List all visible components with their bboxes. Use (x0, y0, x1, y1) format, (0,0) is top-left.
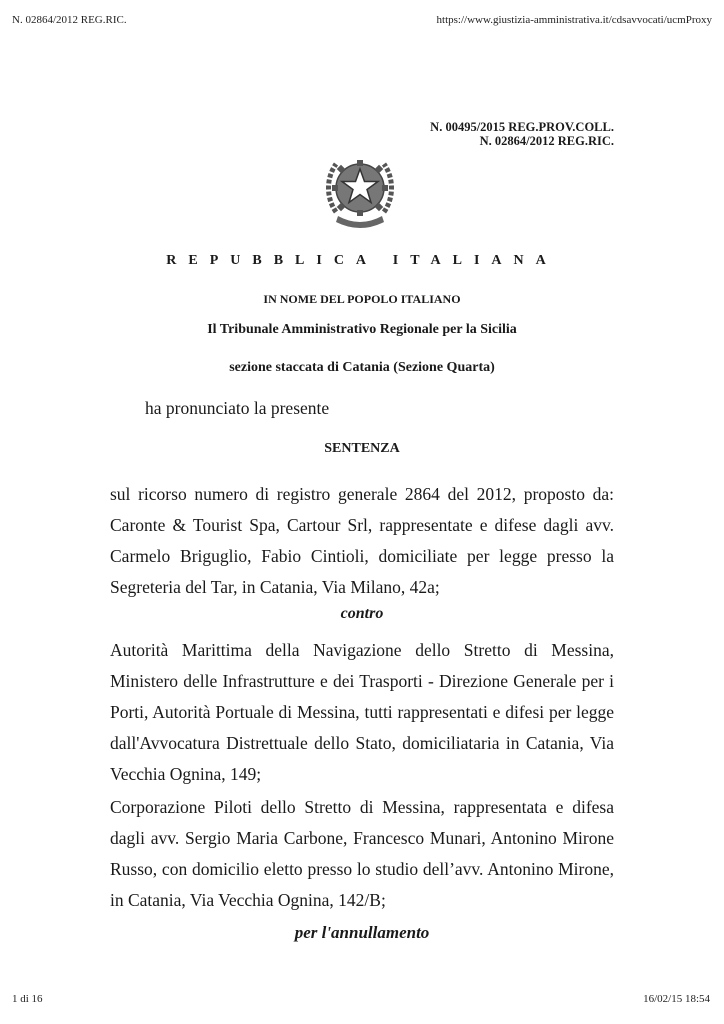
heading-tribunale: Il Tribunale Amministrativo Regionale per la Sicilia (207, 322, 517, 337)
paragraph-ricorso-text: sul ricorso numero di registro generale 2864 del 2012, proposto da: Caronte & Tourist Spa, Cartour Srl, rappresentate e difese dagli avv. Carmelo Briguglio, Fabio Cintioli, domiciliate per legge presso la Segreteria del Tar, in Catania, Via Milano, 42a; (110, 484, 614, 597)
heading-contro: contro (340, 605, 384, 622)
print-datetime: 16/02/15 18:54 (643, 993, 710, 1005)
ref-reg-ric: N. 02864/2012 REG.RIC. (479, 134, 614, 148)
paragraph-autorita (110, 635, 614, 790)
heading-sentenza: SENTENZA (324, 441, 400, 456)
ref-prov-coll: N. 00495/2015 REG.PROV.COLL. (430, 120, 614, 134)
paragraph-autorita-text: Autorità Marittima della Navigazione dello Stretto di Messina, Ministero delle Infrastrutture e dei Trasporti - Direzione Generale per i Porti, Autorità Portuale di Messina, tutti rappresentati e difesi per legge dall'Avvocatura Distrettuale dello Stato, domiciliataria in Catania, Via Vecchia Ognina, 149; (110, 640, 614, 784)
browser-header-title: N. 02864/2012 REG.RIC. (12, 14, 127, 26)
paragraph-ricorso (110, 479, 614, 603)
heading-in-nome: IN NOME DEL POPOLO ITALIANO (263, 292, 461, 306)
page-counter: 1 di 16 (12, 993, 43, 1005)
paragraph-corporazione-text: Corporazione Piloti dello Stretto di Messina, rappresentata e difesa dagli avv. Sergio Maria Carbone, Francesco Munari, Antonino Mirone Russo, con domicilio eletto presso lo studio dell’avv. Antonino Mirone, in Catania, Via Vecchia Ognina, 142/B; (110, 797, 614, 910)
heading-repubblica-italiana: REPUBBLICA ITALIANA (166, 253, 558, 268)
document-references (430, 120, 614, 148)
browser-header-url[interactable]: https://www.giustizia-amministrativa.it/cdsavvocati/ucmProxy (436, 14, 712, 26)
heading-per-annullamento: per l'annullamento (294, 923, 430, 942)
paragraph-corporazione (110, 792, 614, 916)
heading-sezione: sezione staccata di Catania (Sezione Quarta) (229, 360, 495, 375)
italian-republic-emblem-icon (322, 150, 398, 232)
text-pronunciato: ha pronunciato la presente (145, 398, 330, 418)
